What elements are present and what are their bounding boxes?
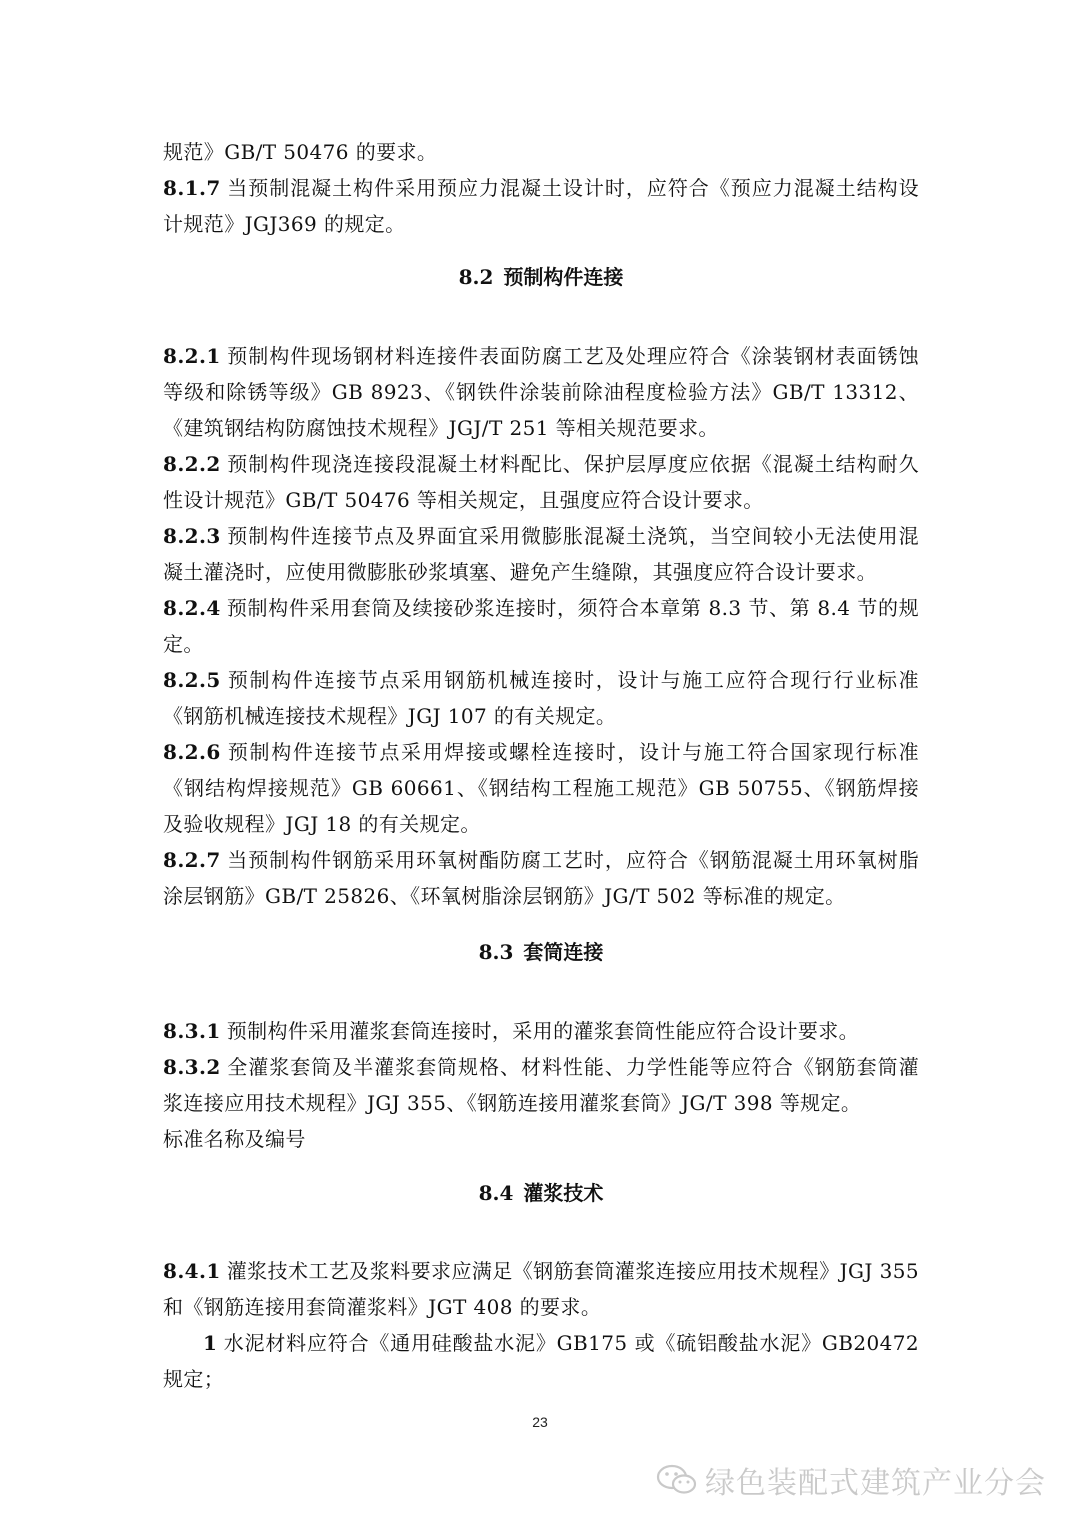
list-item-1 [163,1325,919,1397]
note-text: 标准名称及编号 [163,1127,306,1151]
clause-text: 全灌浆套筒及半灌浆套筒规格、材料性能、力学性能等应符合《钢筋套筒灌浆连接应用技术规程》JGJ 355、《钢筋连接用灌浆套筒》JG/T 398 等规定。 [163,1055,919,1115]
heading-number: 8.4 [478,1181,514,1205]
clause-8-3-2 [163,1049,919,1121]
clause-number: 8.2.6 [163,740,221,764]
clause-8-2-6 [163,734,919,842]
clause-text: 预制构件采用套筒及续接砂浆连接时，须符合本章第 8.3 节、第 8.4 节的规定。 [163,596,919,656]
section-heading-8-2 [163,259,919,295]
clause-number: 8.2.1 [163,344,221,368]
clause-8-2-5 [163,662,919,734]
continued-line: 规范》GB/T 50476 的要求。 [163,140,438,164]
clause-number: 8.4.1 [163,1259,221,1283]
clause-text: 预制构件现场钢材料连接件表面防腐工艺及处理应符合《涂装钢材表面锈蚀等级和除锈等级》GB 8923、《钢铁件涂装前除油程度检验方法》GB/T 13312、《建筑钢结构防腐蚀技术规程》JGJ/T 251 等相关规范要求。 [163,344,919,440]
watermark [655,1458,1046,1502]
clause-text: 预制构件连接节点采用钢筋机械连接时，设计与施工应符合现行行业标准《钢筋机械连接技术规程》JGJ 107 的有关规定。 [163,668,919,728]
clause-8-2-4 [163,590,919,662]
clause-text: 当预制混凝土构件采用预应力混凝土设计时，应符合《预应力混凝土结构设计规范》JGJ369 的规定。 [163,176,919,236]
clause-8-3-1 [163,1013,919,1049]
heading-number: 8.2 [458,265,494,289]
clause-number: 8.2.2 [163,452,221,476]
clause-text: 预制构件连接节点及界面宜采用微膨胀混凝土浇筑，当空间较小无法使用混凝土灌浇时，应使用微膨胀砂浆填塞、避免产生缝隙，其强度应符合设计要求。 [163,524,919,584]
clause-number: 8.2.7 [163,848,221,872]
text-block-8-2 [163,338,919,914]
clause-number: 8.2.5 [163,668,221,692]
heading-title: 预制构件连接 [503,265,624,289]
heading-title: 套筒连接 [523,940,604,964]
clause-text: 预制构件现浇连接段混凝土材料配比、保护层厚度应依据《混凝土结构耐久性设计规范》GB/T 50476 等相关规定，且强度应符合设计要求。 [163,452,919,512]
watermark-text: 绿色装配式建筑产业分会 [705,1466,1046,1501]
section-heading-8-3 [163,934,919,970]
clause-8-2-2 [163,446,919,518]
clause-text: 预制构件连接节点采用焊接或螺栓连接时，设计与施工符合国家现行标准《钢结构焊接规范》GB 60661、《钢结构工程施工规范》GB 50755、《钢筋焊接及验收规程》JGJ 18 的有关规定。 [163,740,919,836]
heading-title: 灌浆技术 [523,1181,604,1205]
text-block-8-1 [163,134,919,242]
clause-8-2-1 [163,338,919,446]
clause-number: 8.1.7 [163,176,221,200]
clause-text: 当预制构件钢筋采用环氧树酯防腐工艺时，应符合《钢筋混凝土用环氧树脂涂层钢筋》GB/T 25826、《环氧树脂涂层钢筋》JG/T 502 等标准的规定。 [163,848,919,908]
clause-text: 灌浆技术工艺及浆料要求应满足《钢筋套筒灌浆连接应用技术规程》JGJ 355 和《钢筋连接用套筒灌浆料》JGT 408 的要求。 [163,1259,919,1319]
clause-8-2-3 [163,518,919,590]
page-number: 23 [532,1414,548,1430]
clause-8-2-7 [163,842,919,914]
clause-8-1-7 [163,170,919,242]
clause-8-4-1 [163,1253,919,1325]
clause-number: 8.3.1 [163,1019,221,1043]
item-number: 1 [203,1331,218,1355]
clause-number: 8.2.4 [163,596,221,620]
clause-text: 预制构件采用灌浆套筒连接时，采用的灌浆套筒性能应符合设计要求。 [226,1019,860,1043]
text-block-8-3 [163,1013,919,1157]
text-block-8-4 [163,1253,919,1397]
section-heading-8-4 [163,1175,919,1211]
clause-number: 8.2.3 [163,524,221,548]
heading-number: 8.3 [478,940,514,964]
clause-number: 8.3.2 [163,1055,221,1079]
wechat-icon [655,1463,699,1497]
item-text: 水泥材料应符合《通用硅酸盐水泥》GB175 或《硫铝酸盐水泥》GB20472 规定； [163,1331,919,1391]
